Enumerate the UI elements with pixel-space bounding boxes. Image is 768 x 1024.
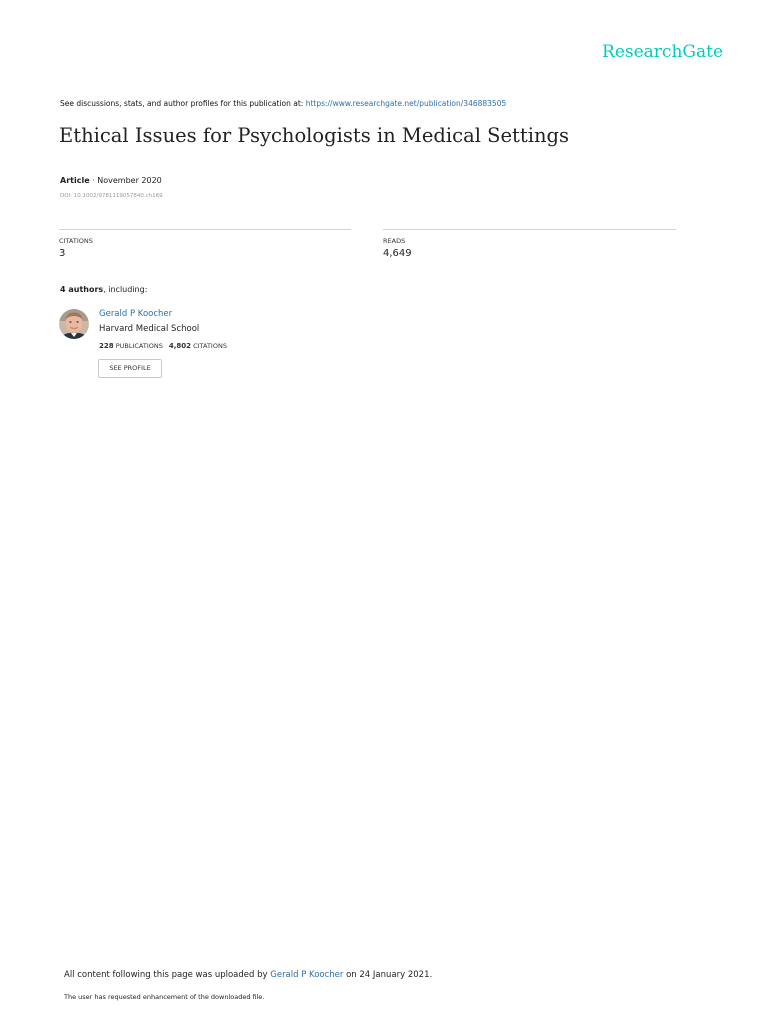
reads-value: 4,649 [383,248,412,259]
author-citations-count: 4,802 [168,342,192,350]
see-discussions-line [60,99,506,108]
reads-stat [383,229,676,259]
see-profile-button[interactable]: SEE PROFILE [98,359,162,378]
author-name-link[interactable]: Gerald P Koocher [99,309,173,319]
publication-title: Ethical Issues for Psychologists in Medical Settings [59,124,569,147]
author-photo-icon [59,309,89,339]
footer-upload-line [64,970,432,980]
publication-date: · November 2020 [89,176,162,185]
footer-upload-suffix: on 24 January 2021. [343,970,433,980]
author-stats [99,342,227,350]
citations-stat [59,229,351,259]
author-avatar[interactable] [59,309,89,339]
publication-doi: DOI: 10.1002/9781119057840.ch169 [60,193,163,199]
citations-value: 3 [59,248,66,259]
researchgate-logo[interactable]: ResearchGate [602,42,723,62]
see-discussions-text: See discussions, stats, and author profiles for this publication at: [60,99,306,108]
publication-meta [60,176,162,185]
authors-count-line [60,285,147,294]
authors-count: 4 authors [60,285,104,294]
footer-note: The user has requested enhancement of the downloaded file. [64,993,265,1001]
footer-upload-prefix: All content following this page was uploaded by [64,970,271,980]
author-publications-count: 228 [99,342,114,350]
citations-label: CITATIONS [59,237,93,245]
publication-link[interactable]: https://www.researchgate.net/publication/346883505 [305,99,507,108]
publication-type: Article [60,176,90,185]
author-publications-label: PUBLICATIONS [115,342,163,350]
author-institution: Harvard Medical School [99,324,200,334]
authors-including: , including: [103,285,148,294]
reads-label: READS [383,237,406,245]
uploader-link[interactable]: Gerald P Koocher [270,970,344,980]
author-citations-label: CITATIONS [193,342,227,350]
